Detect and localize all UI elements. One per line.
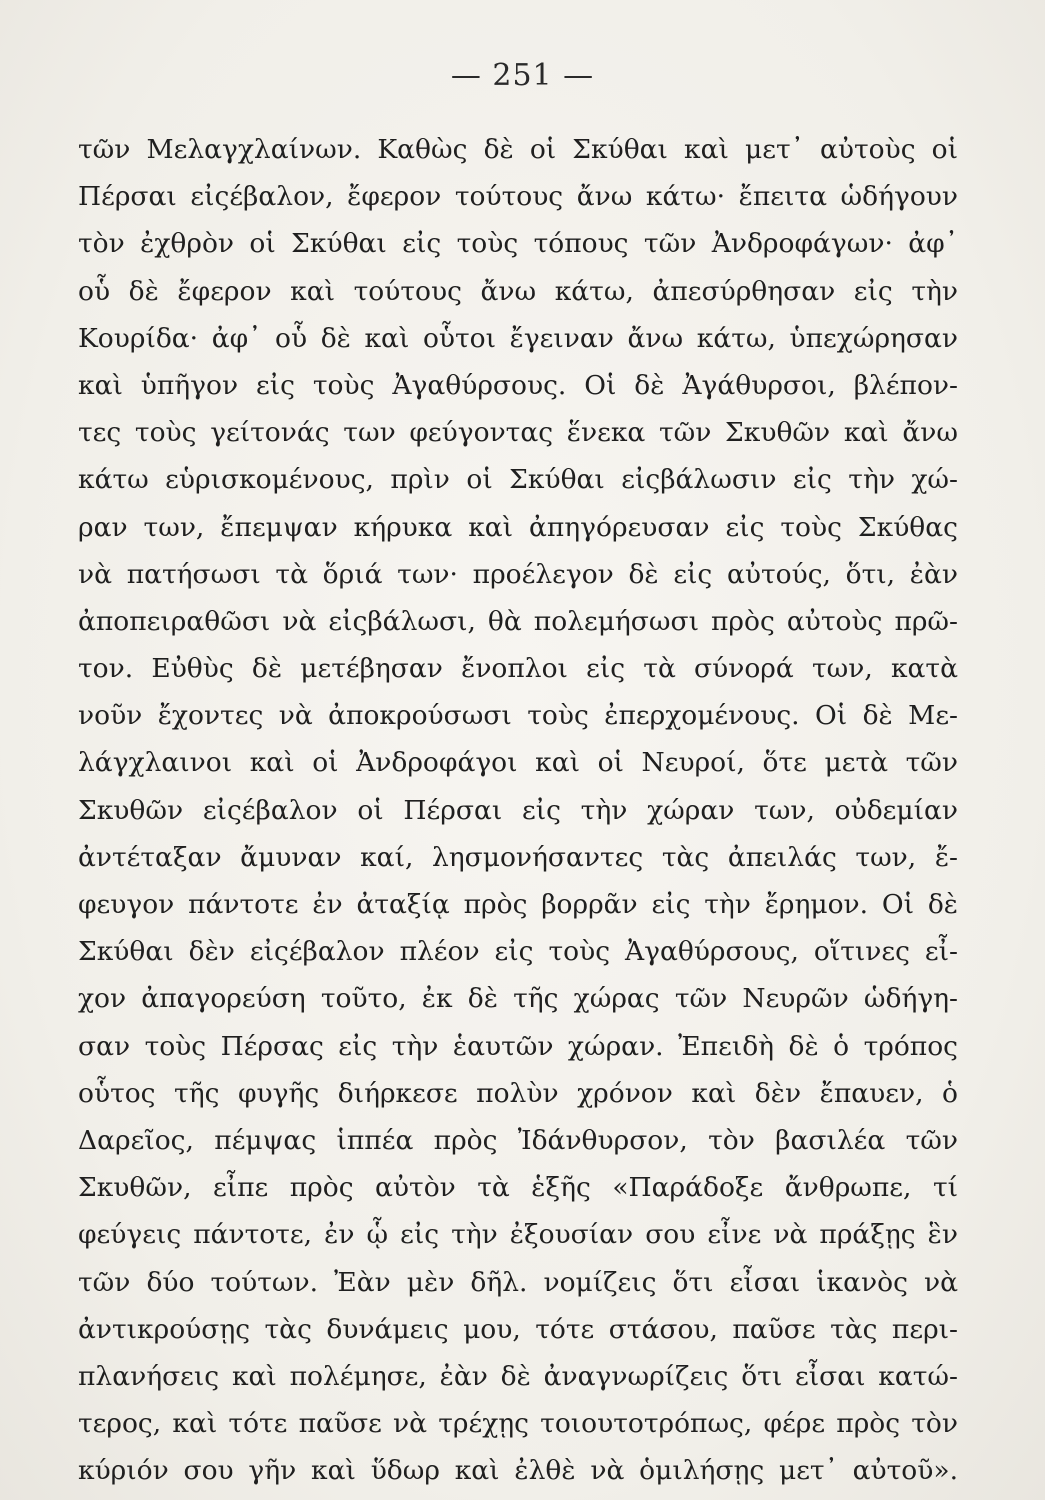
- text-line: φευγον πάντοτε ἐν ἀταξίᾳ πρὸς βορρᾶν εἰς τὴν ἔρημον. Οἱ δὲ: [78, 889, 958, 920]
- text-line: οὗτος τῆς φυγῆς διήρκεσε πολὺν χρόνον καὶ δὲν ἔπαυεν, ὁ: [78, 1077, 958, 1109]
- text-line: τερος, καὶ τότε παῦσε νὰ τρέχῃς τοιουτοτρόπως, φέρε πρὸς τὸν: [78, 1408, 958, 1440]
- text-line: τὸν ἐχθρὸν οἱ Σκύθαι εἰς τοὺς τόπους τῶν Ἀνδροφάγων· ἀφ᾽: [78, 228, 958, 260]
- text-line: Πέρσαι εἰςέβαλον, ἔφερον τούτους ἄνω κάτω· ἔπειτα ὡδήγουν: [78, 181, 958, 213]
- text-line: ἀντικρούσῃς τὰς δυνάμεις μου, τότε στάσου, παῦσε τὰς περι-: [78, 1313, 958, 1345]
- text-line: τῶν Μελαγχλαίνων. Καθὼς δὲ οἱ Σκύθαι καὶ μετ᾽ αὐτοὺς οἱ: [78, 134, 958, 165]
- text-line: λάγχλαινοι καὶ οἱ Ἀνδροφάγοι καὶ οἱ Νευροί, ὅτε μετὰ τῶν: [78, 747, 958, 779]
- body-text: [78, 126, 958, 1494]
- text-line: νοῦν ἔχοντες νὰ ἀποκρούσωσι τοὺς ἐπερχομένους. Οἱ δὲ Με-: [78, 700, 958, 732]
- text-line: τῶν δύο τούτων. Ἐὰν μὲν δῆλ. νομίζεις ὅτι εἶσαι ἱκανὸς νὰ: [78, 1266, 958, 1298]
- text-line: πλανήσεις καὶ πολέμησε, ἐὰν δὲ ἀναγνωρίζεις ὅτι εἶσαι κατώ-: [78, 1360, 958, 1392]
- text-line: φεύγεις πάντοτε, ἐν ᾧ εἰς τὴν ἐξουσίαν σου εἶνε νὰ πράξῃς ἓν: [78, 1219, 958, 1251]
- page-number: — 251 —: [450, 58, 595, 93]
- text-line: Σκύθαι δὲν εἰςέβαλον πλέον εἰς τοὺς Ἀγαθύρσους, οἵτινες εἶ-: [78, 936, 958, 968]
- text-line: τες τοὺς γείτονάς των φεύγοντας ἕνεκα τῶν Σκυθῶν καὶ ἄνω: [78, 417, 958, 449]
- text-line: κύριόν σου γῆν καὶ ὕδωρ καὶ ἐλθὲ νὰ ὁμιλήσῃς μετ᾽ αὐτοῦ».: [78, 1455, 958, 1487]
- text-line: Κουρίδα· ἀφ᾽ οὗ δὲ καὶ οὗτοι ἔγειναν ἄνω κάτω, ὑπεχώρησαν: [78, 322, 958, 354]
- text-line: σαν τοὺς Πέρσας εἰς τὴν ἑαυτῶν χώραν. Ἐπειδὴ δὲ ὁ τρόπος: [78, 1030, 958, 1062]
- text-line: Δαρεῖος, πέμψας ἱππέα πρὸς Ἰδάνθυρσον, τὸν βασιλέα τῶν: [78, 1124, 958, 1156]
- text-line: Σκυθῶν εἰςέβαλον οἱ Πέρσαι εἰς τὴν χώραν των, οὐδεμίαν: [78, 794, 958, 826]
- text-line: ἀποπειραθῶσι νὰ εἰςβάλωσι, θὰ πολεμήσωσι πρὸς αὐτοὺς πρῶ-: [78, 605, 958, 637]
- text-line: Σκυθῶν, εἶπε πρὸς αὐτὸν τὰ ἑξῆς «Παράδοξε ἄνθρωπε, τί: [78, 1172, 958, 1204]
- text-line: χον ἀπαγορεύση τοῦτο, ἐκ δὲ τῆς χώρας τῶν Νευρῶν ὡδήγη-: [78, 983, 958, 1015]
- text-line: τον. Εὐθὺς δὲ μετέβησαν ἔνοπλοι εἰς τὰ σύνορά των, κατὰ: [78, 653, 958, 685]
- text-line: οὗ δὲ ἔφερον καὶ τούτους ἄνω κάτω, ἀπεσύρθησαν εἰς τὴν: [78, 275, 958, 307]
- text-line: καὶ ὑπῆγον εἰς τοὺς Ἀγαθύρσους. Οἱ δὲ Ἀγάθυρσοι, βλέπον-: [78, 369, 958, 401]
- text-line: νὰ πατήσωσι τὰ ὅριά των· προέλεγον δὲ εἰς αὐτούς, ὅτι, ἐὰν: [78, 558, 958, 590]
- text-line: ραν των, ἔπεμψαν κήρυκα καὶ ἀπηγόρευσαν εἰς τοὺς Σκύθας: [78, 511, 958, 543]
- text-line: ἀντέταξαν ἄμυναν καί, λησμονήσαντες τὰς ἀπειλάς των, ἔ-: [78, 841, 958, 873]
- text-line: κάτω εὑρισκομένους, πρὶν οἱ Σκύθαι εἰςβάλωσιν εἰς τὴν χώ-: [78, 464, 958, 496]
